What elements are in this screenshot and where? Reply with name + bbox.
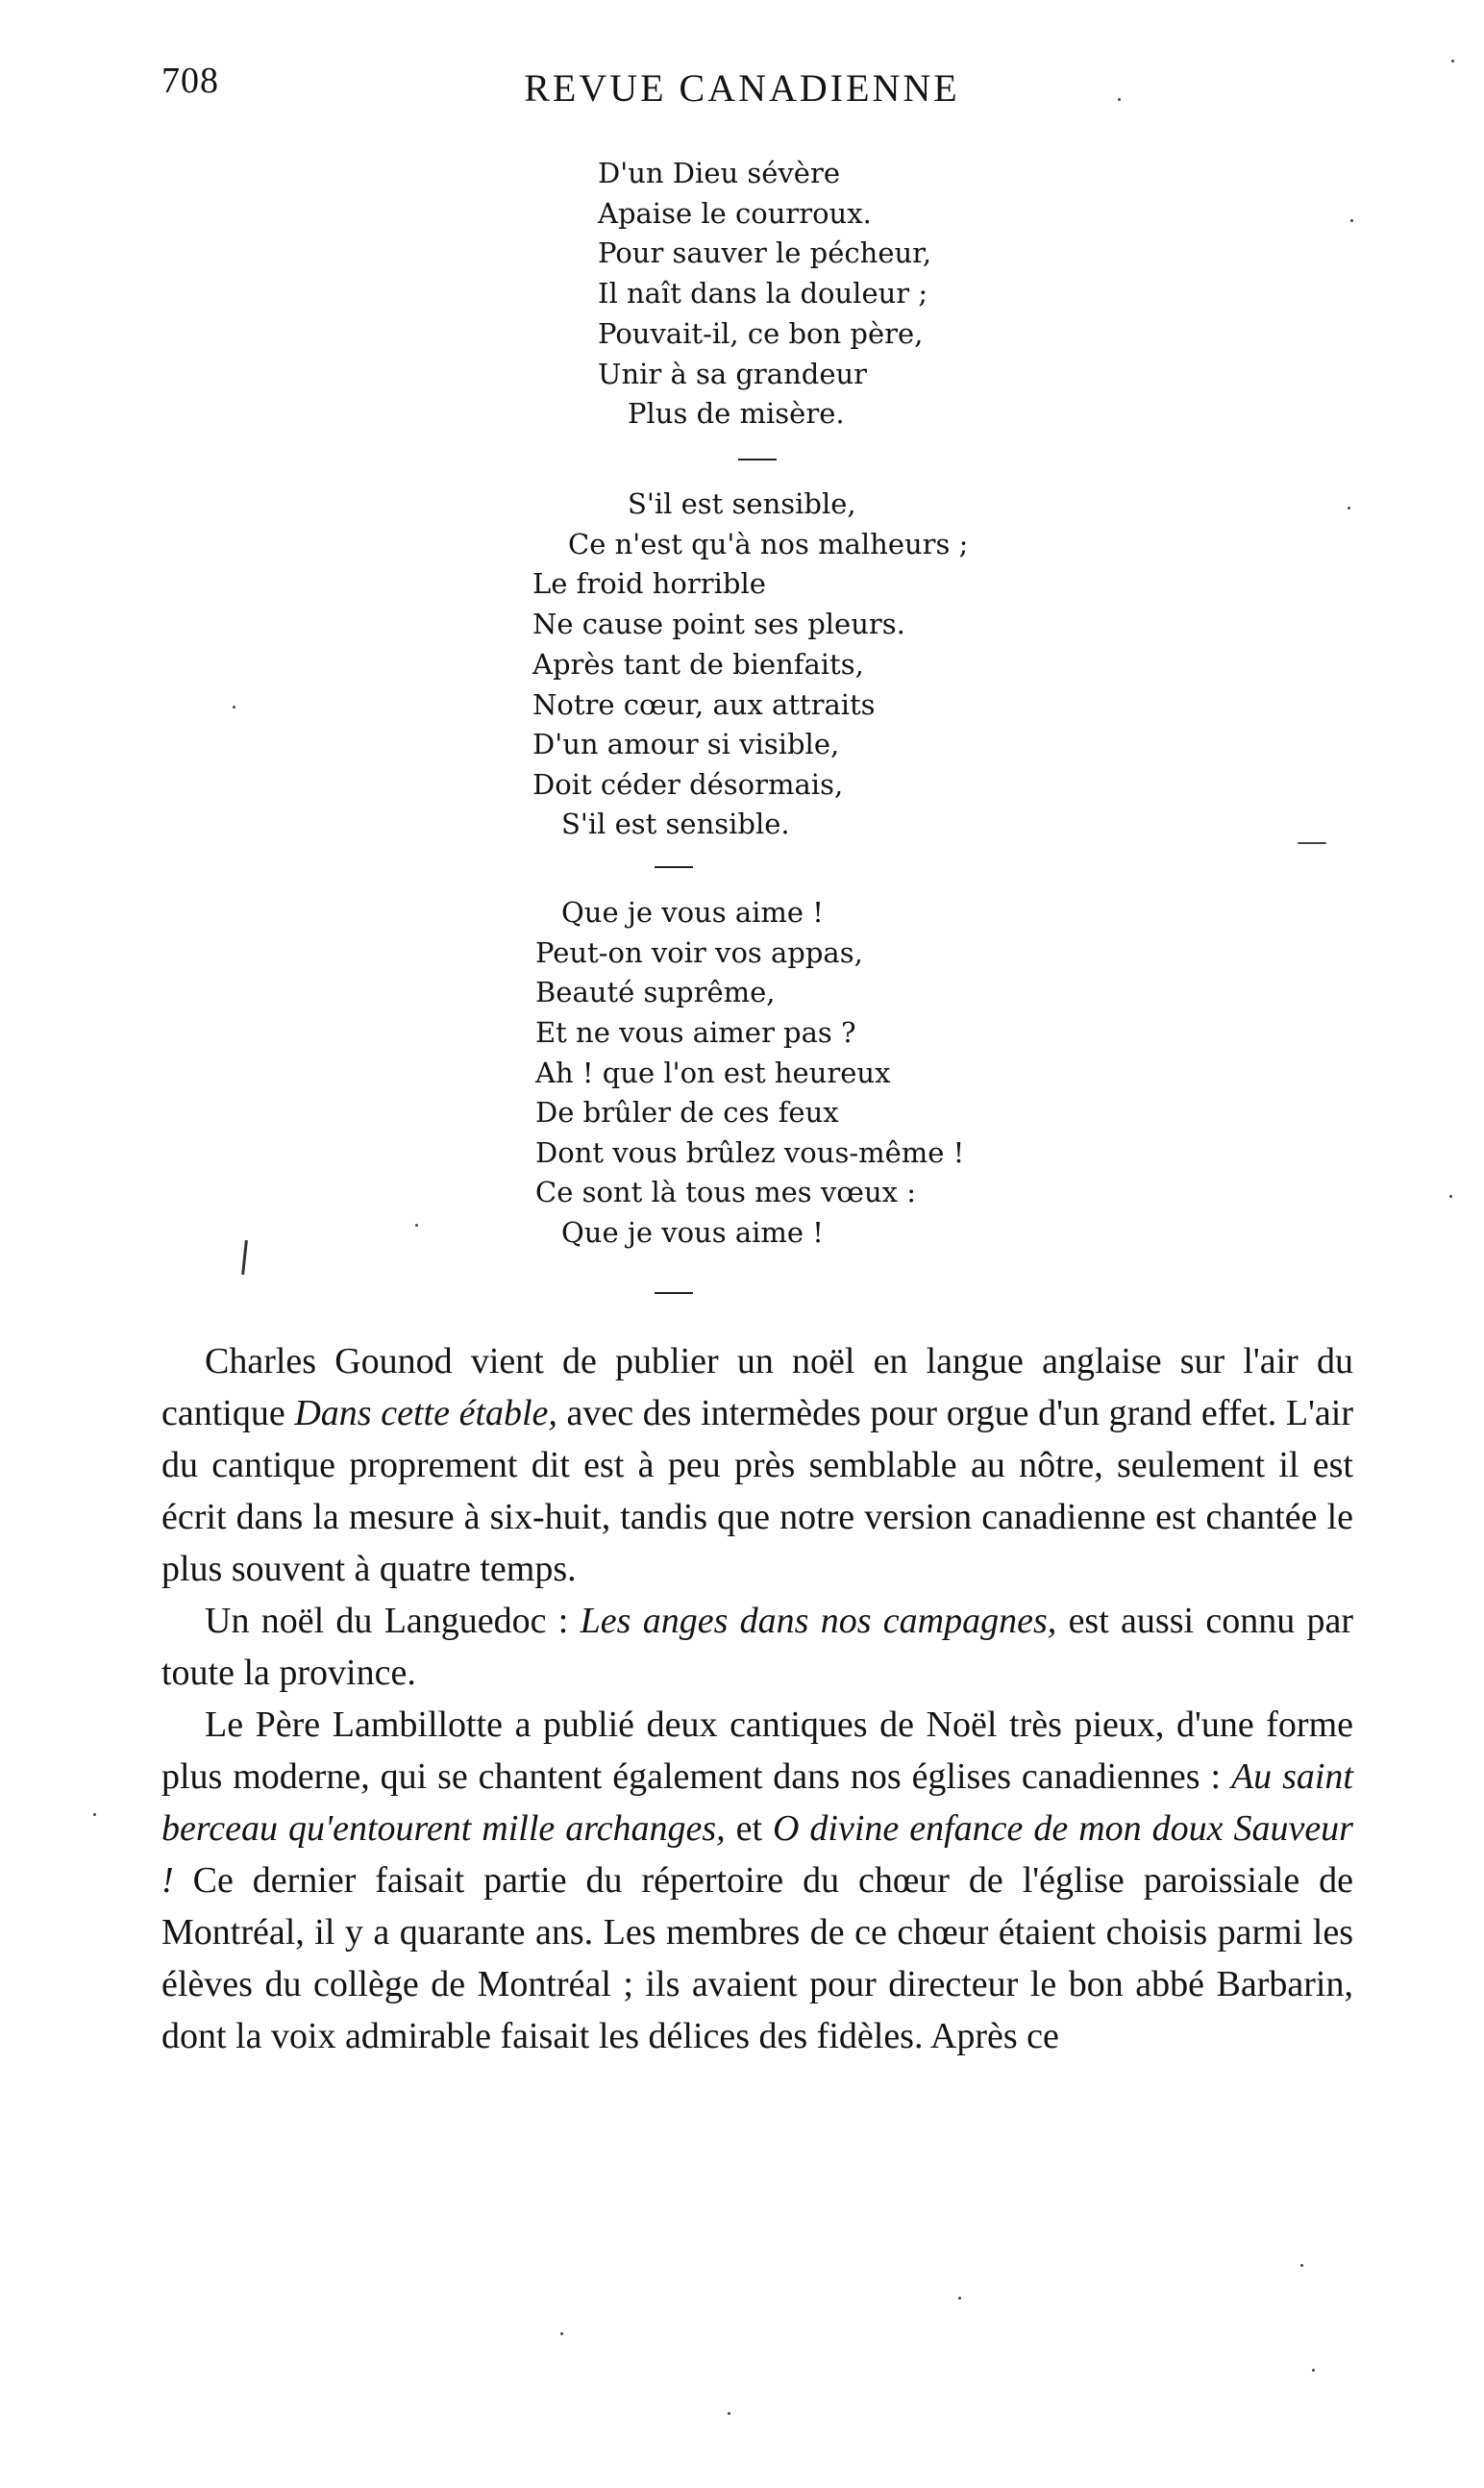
verse-line: S'il est sensible,	[628, 487, 856, 520]
scan-speck	[1451, 60, 1454, 62]
scan-speck	[560, 2332, 563, 2335]
italic-title: Au saint berceau qu'entourent mille archanges,	[161, 1756, 1353, 1849]
scan-speck	[728, 2412, 730, 2415]
verse-line: Après tant de bienfaits,	[532, 648, 864, 681]
verse-line: Beauté suprême,	[535, 976, 776, 1008]
scan-speck	[415, 1224, 418, 1227]
scan-speck	[1350, 219, 1353, 222]
stanza-divider	[738, 459, 777, 460]
verse-line: Il naît dans la douleur ;	[598, 277, 928, 310]
italic-title: Dans cette étable,	[294, 1393, 557, 1433]
verse-line: Ah ! que l'on est heureux	[535, 1057, 891, 1089]
verse-line: Ne cause point ses pleurs.	[532, 608, 905, 640]
stanza-divider	[655, 866, 693, 868]
verse-line: Dont vous brûlez vous-même !	[535, 1136, 965, 1169]
verse-line: Ce n'est qu'à nos malheurs ;	[568, 528, 969, 560]
text-run: Un noël du Languedoc :	[205, 1601, 581, 1641]
body-text	[161, 1335, 1353, 2062]
verse-line: De brûler de ces feux	[535, 1096, 839, 1129]
verse-line: D'un Dieu sévère	[598, 157, 840, 189]
paragraph	[161, 1335, 1353, 1595]
text-run: Charles Gounod vient de publier un noël en langue anglaise sur l'air du cantique	[161, 1341, 1353, 1433]
scan-speck	[958, 2297, 961, 2300]
verse-line: Doit céder désormais,	[532, 768, 844, 801]
scan-speck	[93, 1813, 96, 1816]
text-run: avec des intermèdes pour orgue d'un grand effet. L'air du cantique proprement dit est à peu près semblable au nôtre, seulement il est écrit dans la mesure à six-huit, tandis que notre version canadienne est chantée le plus souvent à quatre temps.	[161, 1393, 1353, 1589]
verse-line: Unir à sa grandeur	[598, 358, 868, 390]
verse-line: Que je vous aime !	[561, 896, 824, 929]
verse-line: Que je vous aime !	[561, 1216, 824, 1249]
italic-title: O divine enfance de mon doux Sauveur !	[161, 1808, 1353, 1901]
stanza-divider	[655, 1292, 693, 1294]
text-run: et	[725, 1808, 773, 1849]
italic-title: Les anges dans nos campagnes,	[580, 1601, 1057, 1641]
scan-speck	[1300, 2264, 1303, 2267]
scan-speck	[1118, 98, 1121, 101]
running-title: REVUE CANADIENNE	[524, 66, 960, 110]
scan-speck	[1449, 1195, 1452, 1198]
text-run: est aussi connu par toute la province.	[161, 1601, 1354, 1693]
verse-line: Plus de misère.	[628, 397, 845, 430]
verse-line: Pour sauver le pécheur,	[598, 236, 932, 269]
scan-speck	[1312, 2369, 1315, 2372]
scan-speck	[233, 706, 235, 709]
verse-line: Notre cœur, aux attraits	[532, 688, 876, 721]
scan-speck	[1298, 842, 1326, 844]
verse-line: Le froid horrible	[532, 567, 766, 600]
verse-line: Peut-on voir vos appas,	[535, 936, 863, 969]
verse-line: D'un amour si visible,	[532, 728, 840, 760]
verse-line: S'il est sensible.	[561, 808, 790, 840]
text-run: Ce dernier faisait partie du répertoire du chœur de l'église paroissiale de Montréal, il y a quarante ans. Les membres de ce chœur étaient choisis parmi les élèves du collège de Montréal ; ils avaient pour directeur le bon abbé Barbarin, dont la voix admirable faisait les délices des fidèles. Après ce	[161, 1860, 1353, 2056]
verse-line: Ce sont là tous mes vœux :	[535, 1176, 916, 1208]
margin-mark	[241, 1240, 248, 1275]
text-run: Le Père Lambillotte a publié deux cantiques de Noël très pieux, d'une forme plus moderne, qui se chantent également dans nos églises canadiennes :	[161, 1704, 1353, 1797]
paragraph	[161, 1595, 1353, 1699]
page-number: 708	[161, 61, 219, 101]
verse-line: Pouvait-il, ce bon père,	[598, 317, 924, 350]
scan-speck	[1348, 507, 1350, 510]
verse-line: Et ne vous aimer pas ?	[535, 1016, 856, 1049]
paragraph	[161, 1699, 1353, 2062]
verse-line: Apaise le courroux.	[598, 197, 872, 230]
